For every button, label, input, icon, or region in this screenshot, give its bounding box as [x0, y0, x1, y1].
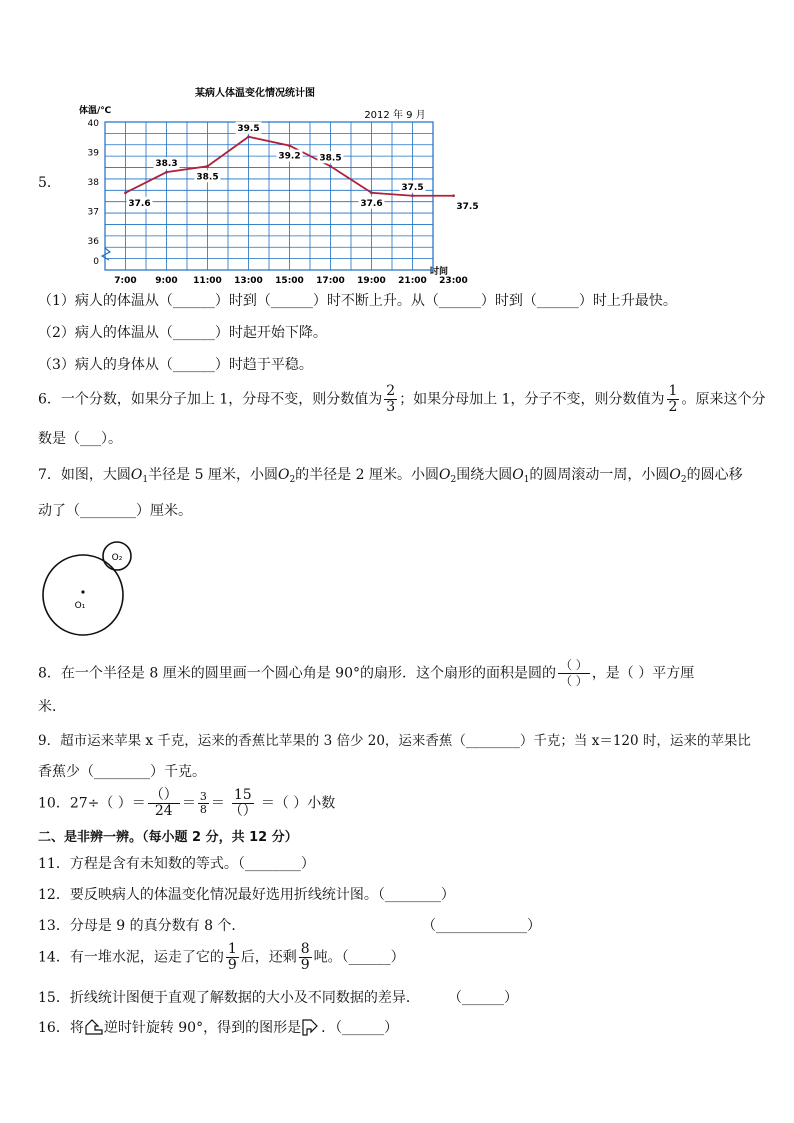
q16-text-2: 逆时针旋转 90°，得到的图形是	[103, 1020, 302, 1036]
data-label: 38.3	[155, 159, 178, 170]
small-circle-label: O₂	[111, 553, 123, 563]
fraction-8-9	[299, 942, 312, 973]
x-tick-label: 15:00	[275, 276, 304, 286]
fraction-denominator: 9	[300, 957, 310, 973]
data-point	[452, 194, 455, 197]
x-tick-label: 17:00	[316, 276, 345, 286]
question-13-blank: （_____________）	[422, 918, 541, 934]
fraction-1-2	[667, 384, 680, 415]
fraction-numerator: 1	[668, 383, 678, 399]
q16-text-3: ．（______）	[321, 1020, 399, 1036]
shape-original-icon	[84, 1018, 104, 1036]
fraction-denominator: 3	[386, 399, 396, 415]
fraction-denominator: 9	[227, 957, 237, 973]
data-point	[206, 165, 209, 168]
data-label: 39.5	[237, 123, 260, 134]
q7-text-4: 围绕大圆	[456, 467, 513, 483]
q7-text-5: 的圆周滚动一周，小圆	[529, 467, 670, 483]
x-tick-label: 7:00	[114, 276, 137, 286]
data-point	[411, 194, 414, 197]
equals-sign: ＝	[181, 795, 196, 812]
question-7-line2: 动了（________）厘米。	[38, 503, 192, 519]
y-tick-label: 0	[93, 257, 99, 267]
fraction-numerator: 15	[233, 787, 252, 803]
q14-text-1: 14．有一堆水泥，运走了它的	[38, 949, 224, 966]
fraction-numerator: 2	[386, 383, 396, 399]
o-symbol: O	[669, 467, 681, 483]
fraction-denominator: 8	[199, 803, 207, 816]
q7-text-1: 7．如图，大圆	[38, 467, 131, 483]
question-8-line2: 米．	[38, 699, 66, 715]
q6-text-3: 。原来这个分	[681, 391, 766, 408]
fraction-2-3	[384, 384, 397, 415]
o-subscript: 1	[523, 475, 530, 485]
section-2-heading: 二、是非辨一辨。（每小题 2 分，共 12 分）	[38, 830, 298, 845]
question-15-blank: （______）	[448, 990, 518, 1006]
chart-date-label: 2012 年 9 月	[364, 110, 426, 121]
x-tick-label: 9:00	[155, 276, 178, 286]
fraction-denominator: 2	[668, 399, 678, 415]
x-tick-label: 11:00	[193, 276, 222, 286]
axis-break-icon	[102, 248, 110, 260]
q6-text-2: ；如果分母加上 1，分子不变，则分数值为	[399, 391, 665, 408]
question-5-number: 5．	[38, 175, 61, 191]
question-15	[38, 987, 420, 1007]
question-5-sub3: （3）病人的身体从（______）时趋于平稳。	[38, 357, 313, 373]
fraction-3-8	[198, 791, 209, 816]
fraction-numerator: 3	[199, 790, 207, 803]
data-point	[370, 191, 373, 194]
o-symbol: O	[438, 467, 451, 483]
y-tick-label: 37	[87, 207, 99, 218]
data-point	[329, 165, 332, 168]
question-9-line2: 香蕉少（________）千克。	[38, 764, 206, 780]
shape-rotated-icon	[301, 1018, 321, 1036]
data-label: 37.6	[360, 198, 383, 209]
y-tick-label: 40	[87, 119, 99, 129]
q7-text-6: 的圆心移	[686, 467, 743, 483]
o-symbol: O	[130, 467, 143, 483]
big-circle-label: O₁	[74, 601, 86, 611]
fraction-numerator: 8	[300, 941, 310, 957]
question-10	[38, 788, 335, 819]
o-subscript: 2	[450, 475, 457, 485]
data-point	[124, 191, 127, 194]
temperature-line-chart	[75, 80, 479, 286]
question-6-line2: 数是（___）。	[38, 431, 122, 447]
chart-y-axis-label: 体温/℃	[79, 106, 112, 116]
question-6-line1	[38, 384, 765, 415]
data-label: 38.5	[319, 153, 342, 164]
data-label: 38.5	[196, 172, 219, 183]
question-9-line1: 9．超市运来苹果 x 千克，运来的香蕉比苹果的 3 倍少 20，运来香蕉（________）千克；当 x＝120 时，运来的苹果比	[38, 733, 751, 749]
data-label: 37.5	[401, 182, 424, 193]
question-8-line1	[38, 658, 694, 689]
y-tick-label: 36	[87, 237, 99, 247]
question-13	[38, 915, 245, 935]
question-16	[38, 1017, 398, 1037]
o-subscript: 2	[680, 475, 687, 485]
q14-text-3: 吨。（______）	[313, 949, 405, 966]
question-14	[38, 942, 405, 973]
q10-text-1: 10．27÷（ ）＝	[38, 795, 146, 812]
fraction-1-9	[226, 942, 239, 973]
fraction-denominator: （ ）	[559, 674, 588, 688]
data-label: 37.5	[456, 201, 479, 212]
question-5-sub2: （2）病人的体温从（______）时起开始下降。	[38, 325, 327, 341]
chart-title: 某病人体温变化情况统计图	[195, 88, 315, 99]
x-tick-label: 21:00	[398, 276, 427, 286]
o-symbol: O	[277, 467, 290, 483]
fraction-denominator: 24	[154, 803, 173, 819]
x-tick-label: 23:00	[439, 276, 468, 286]
q7-text-2: 半径是 5 厘米，小圆	[148, 467, 278, 483]
q8-text-1: 8．在一个半径是 8 厘米的圆里画一个圆心角是 90°的扇形．这个扇形的面积是圆的	[38, 665, 556, 682]
question-11: 11．方程是含有未知数的等式。（________）	[38, 856, 315, 872]
fraction-numerator: （ ）	[559, 658, 588, 672]
q16-text-1: 16．将	[38, 1020, 84, 1036]
q8-text-2: ，是（ ）平方厘	[591, 665, 695, 682]
x-tick-label: 13:00	[234, 276, 263, 286]
q13-text: 13．分母是 9 的真分数有 8 个．	[38, 918, 246, 934]
fraction-denominator: （）	[228, 803, 257, 819]
q15-text: 15．折线统计图便于直观了解数据的大小及不同数据的差异．	[38, 990, 420, 1006]
data-point	[165, 171, 168, 174]
fraction-blank-24	[148, 788, 180, 819]
q7-text-3: 的半径是 2 厘米。小圆	[295, 467, 439, 483]
data-label: 37.6	[128, 198, 151, 209]
q10-text-2: ＝（ ）小数	[260, 795, 336, 812]
q6-text-1: 6．一个分数，如果分子加上 1，分母不变，则分数值为	[38, 391, 383, 408]
circles-figure	[40, 538, 140, 638]
fraction-numerator: 1	[227, 941, 237, 957]
question-5-sub1: （1）病人的体温从（______）时到（______）时不断上升。从（______）时到（______）时上升最快。	[38, 293, 677, 309]
data-label: 39.2	[278, 151, 301, 162]
question-12: 12．要反映病人的体温变化情况最好选用折线统计图。（________）	[38, 887, 455, 903]
chart-x-axis-label: 时间	[429, 267, 449, 277]
data-point	[247, 135, 250, 138]
y-tick-label: 38	[87, 178, 99, 188]
y-tick-label: 39	[87, 148, 99, 159]
o-subscript: 1	[142, 475, 149, 485]
o-symbol: O	[512, 467, 524, 483]
big-circle	[43, 555, 123, 635]
q14-text-2: 后，还剩	[240, 949, 297, 966]
fraction-15-blank	[227, 788, 259, 819]
data-point	[288, 144, 291, 147]
fraction-numerator: （）	[149, 787, 178, 803]
fraction-blank	[558, 658, 590, 689]
question-7-line1	[38, 464, 743, 485]
big-circle-center	[81, 590, 84, 593]
x-tick-label: 19:00	[357, 276, 386, 286]
o-subscript: 2	[289, 475, 296, 485]
equals-sign: ＝	[210, 795, 225, 812]
